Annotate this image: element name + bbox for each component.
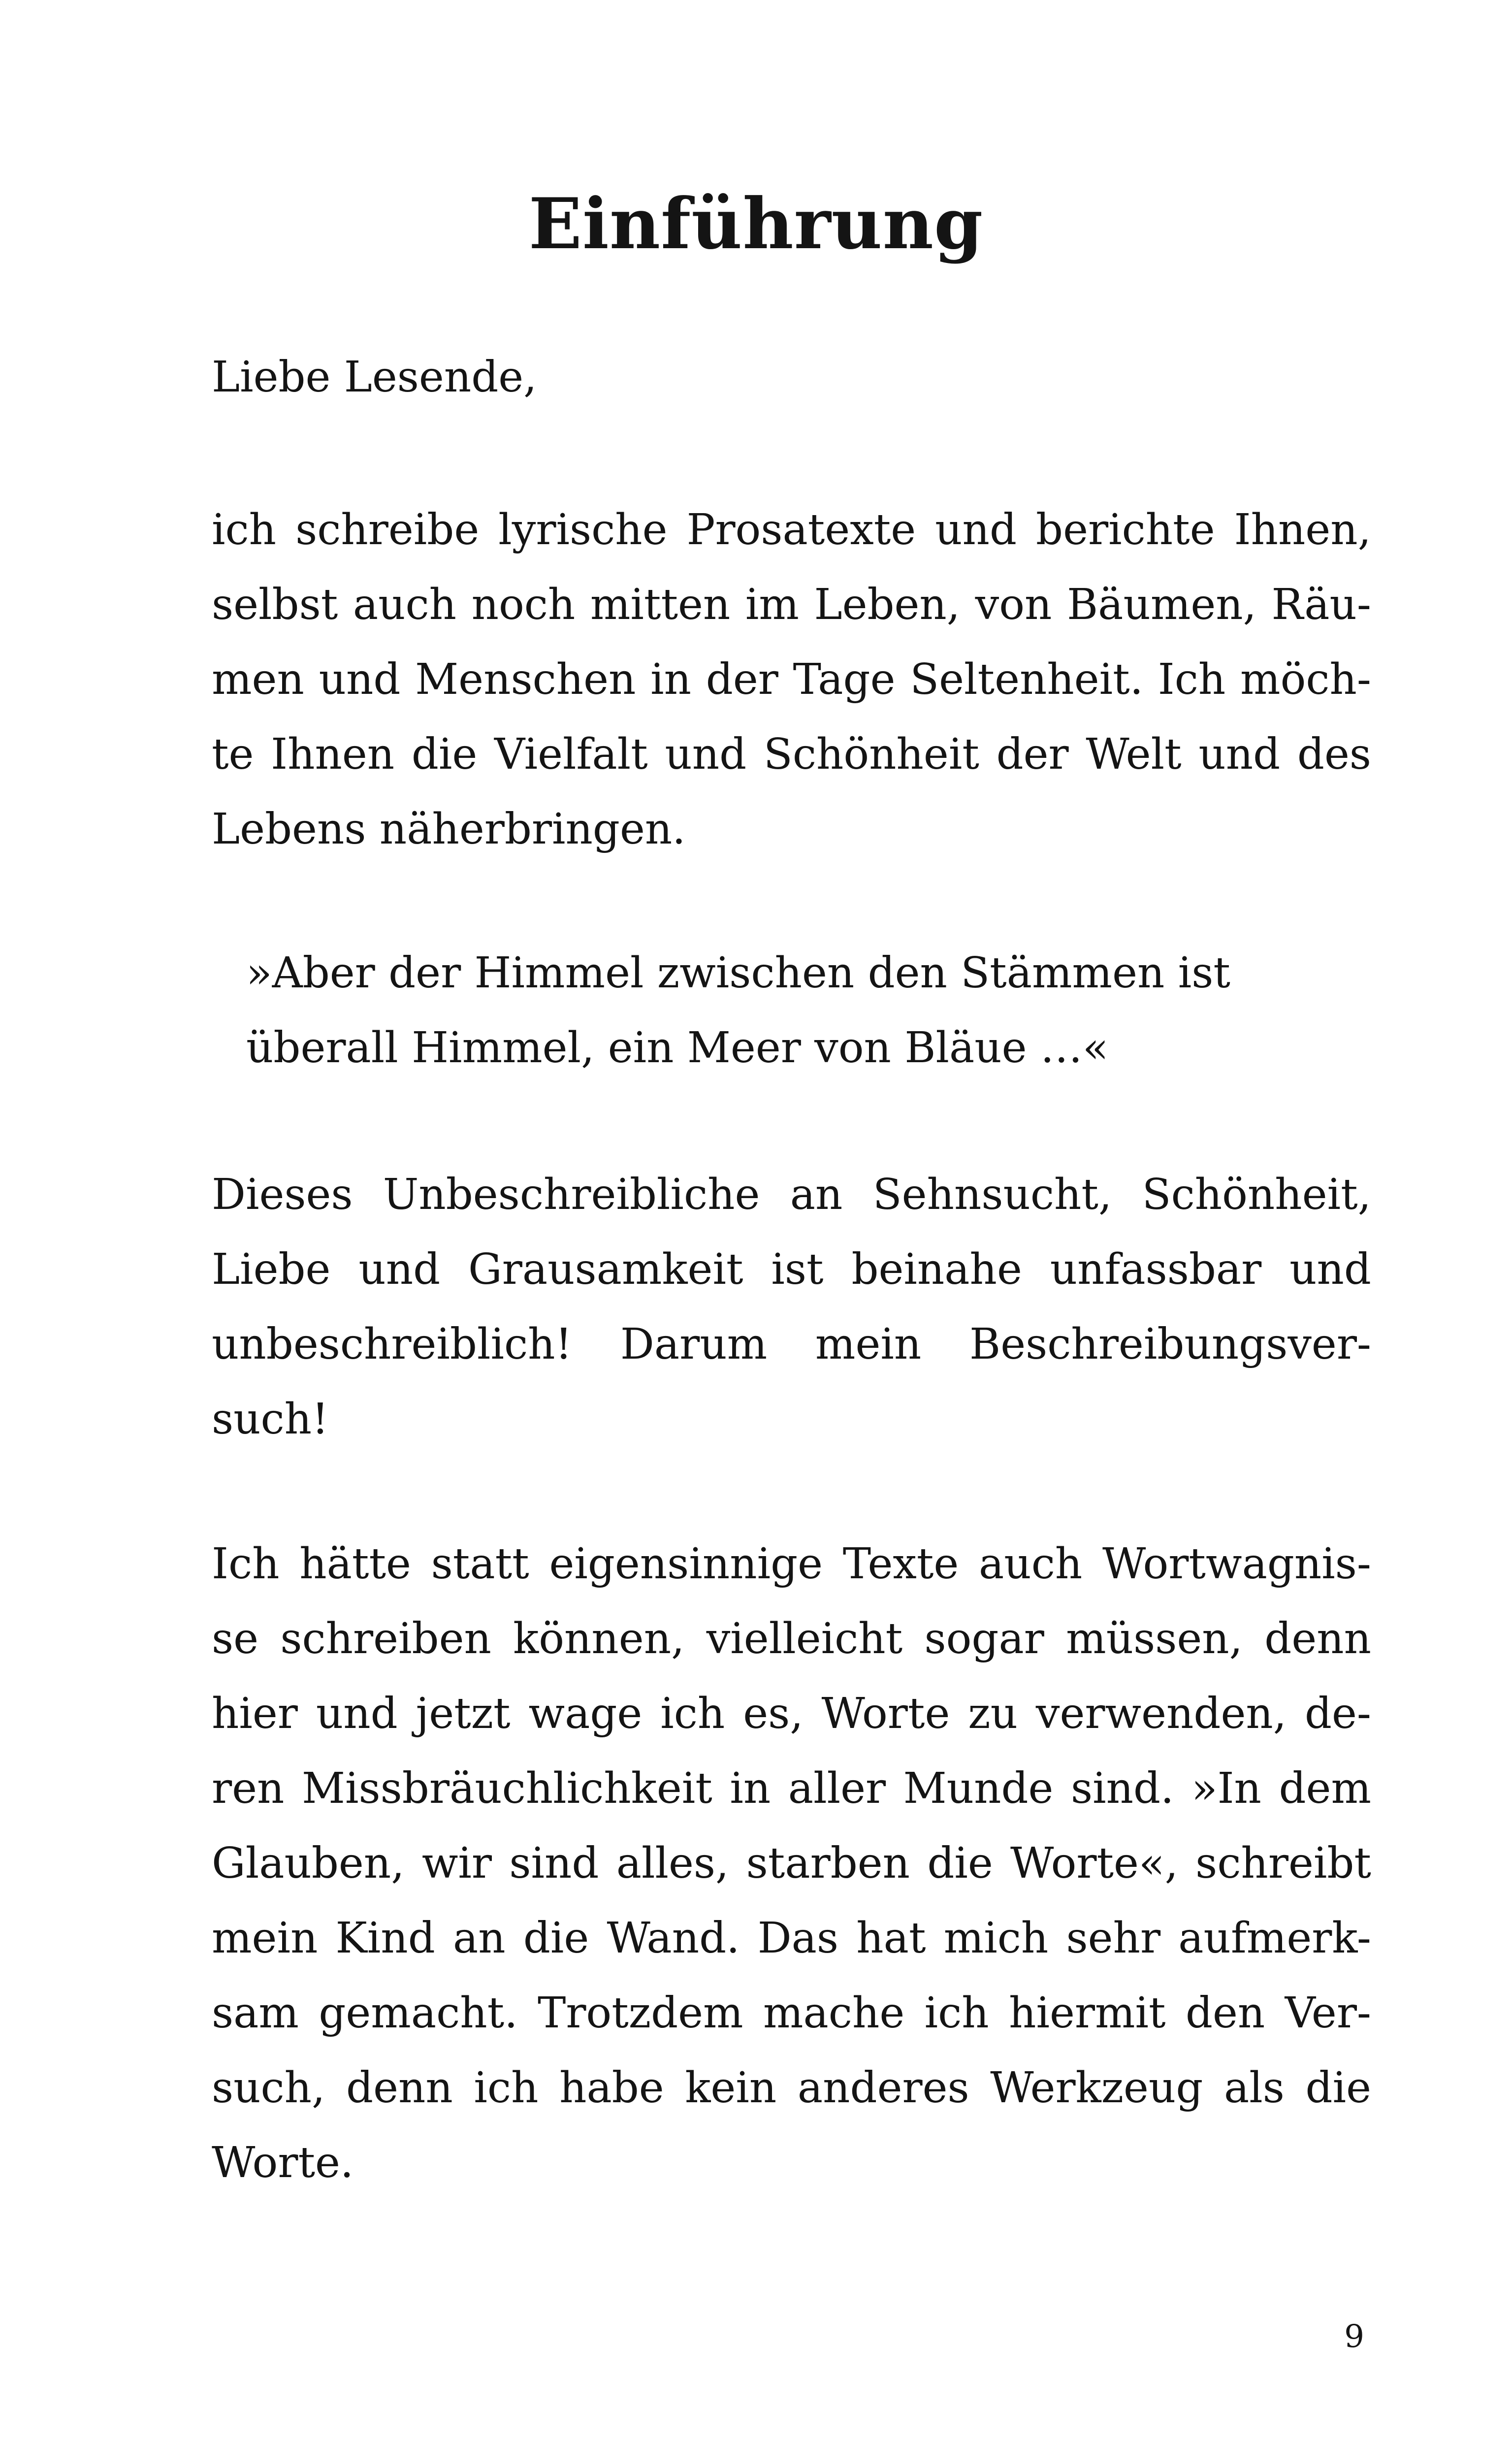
paragraph-line: selbst auch noch mitten im Leben, von Bäumen, Räu- (212, 580, 1371, 629)
paragraph-line: Dieses Unbeschreibliche an Sehnsucht, Schönheit, (212, 1170, 1371, 1219)
paragraph-line: Glauben, wir sind alles, starben die Worte«, schreibt (212, 1839, 1371, 1888)
paragraph-line: such! (212, 1395, 329, 1444)
paragraph-line: Lebens näherbringen. (212, 805, 686, 854)
block-quote (246, 936, 1329, 1085)
page-number: 9 (1344, 2318, 1364, 2355)
paragraph-line: such, denn ich habe kein anderes Werkzeug als die (212, 2063, 1371, 2113)
paragraph-line: ich schreibe lyrische Prosatexte und berichte Ihnen, (212, 505, 1371, 554)
paragraph-words (212, 1527, 1371, 2200)
paragraph-line: unbeschreiblich! Darum mein Beschreibungsver- (212, 1320, 1371, 1369)
paragraph-line: ren Missbräuchlichkeit in aller Munde sind. »In dem (212, 1764, 1371, 1813)
paragraph-line: sam gemacht. Trotzdem mache ich hiermit den Ver- (212, 1988, 1371, 2038)
paragraph-line: se schreiben können, vielleicht sogar müssen, denn (212, 1614, 1371, 1663)
paragraph-line: te Ihnen die Vielfalt und Schönheit der Welt und des (212, 730, 1371, 779)
paragraph-line: men und Menschen in der Tage Seltenheit. Ich möch- (212, 655, 1371, 704)
paragraph-line: Worte. (212, 2138, 354, 2187)
paragraph-line: hier und jetzt wage ich es, Worte zu verwenden, de- (212, 1689, 1371, 1738)
paragraph-line: mein Kind an die Wand. Das hat mich sehr aufmerk- (212, 1914, 1371, 1963)
salutation-line: Liebe Lesende, (212, 353, 537, 402)
paragraph-intro (212, 492, 1371, 867)
quote-line: »Aber der Himmel zwischen den Stämmen ist (246, 948, 1230, 998)
paragraph-line: Ich hätte statt eigensinnige Texte auch Wortwagnis- (212, 1539, 1371, 1589)
salutation (212, 340, 1371, 415)
paragraph-indescribable (212, 1157, 1371, 1457)
chapter-title: Einführung (528, 183, 984, 265)
paragraph-line: Liebe und Grausamkeit ist beinahe unfassbar und (212, 1245, 1371, 1294)
quote-line: überall Himmel, ein Meer von Bläue …« (246, 1023, 1109, 1073)
